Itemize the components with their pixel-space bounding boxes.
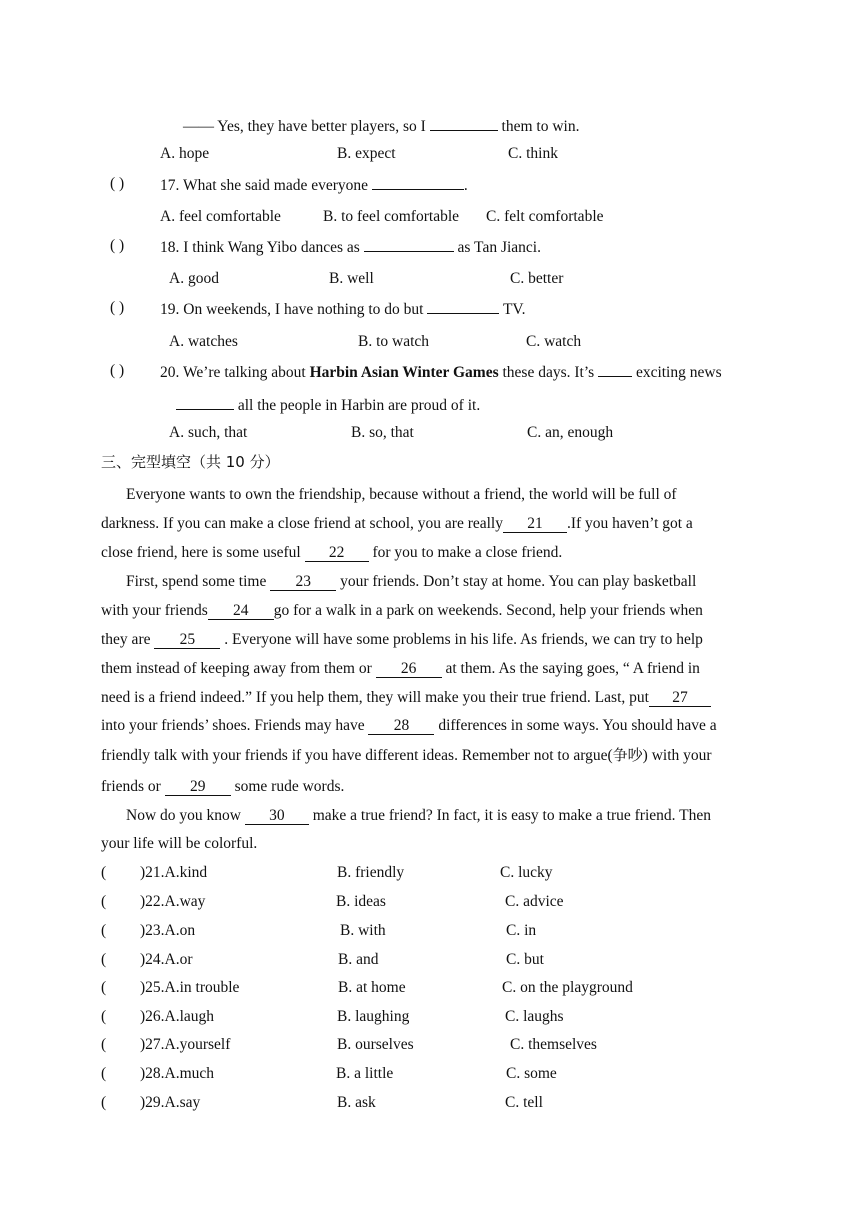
choice-25-paren[interactable]: ( (101, 979, 107, 996)
choice-25-b: B. at home (338, 979, 406, 996)
q20-stem-bold: Harbin Asian Winter Games (309, 364, 499, 381)
passage-text: some rude words. (234, 778, 345, 795)
blank-29[interactable]: 29 (165, 779, 231, 796)
q19-answer-paren[interactable]: ( ) (110, 299, 125, 316)
q20-stem (160, 361, 722, 383)
choice-26-paren[interactable]: ( (101, 1008, 107, 1025)
passage-text: they are (101, 631, 151, 648)
q20-answer-blank-2[interactable] (176, 394, 234, 410)
q19-stem-post: TV. (502, 301, 526, 318)
passage-text: .If you haven’t got a (566, 515, 693, 532)
passage-text: into your friends’ shoes. Friends may have (101, 717, 365, 734)
choice-26-b: B. laughing (337, 1008, 410, 1025)
passage-text: for you to make a close friend. (372, 544, 563, 561)
q16-answer-blank[interactable] (430, 115, 498, 131)
choice-28-c: C. some (506, 1065, 557, 1082)
q20-line2-text: all the people in Harbin are proud of it. (237, 397, 481, 414)
passage-line-7 (101, 659, 700, 679)
choice-23-paren[interactable]: ( (101, 922, 107, 939)
q20-option-b: B. so, that (351, 424, 414, 441)
q17-stem-text: 17. What she said made everyone (160, 177, 369, 194)
choice-21-paren[interactable]: ( (101, 864, 107, 881)
choice-21-b: B. friendly (337, 864, 405, 881)
section-3-title: 三、完型填空（共 10 分） (101, 453, 280, 471)
choice-22-paren[interactable]: ( (101, 893, 107, 910)
q17-option-c: C. felt comfortable (486, 208, 604, 225)
q16-text-pre: —— Yes, they have better players, so I (183, 118, 430, 135)
passage-text: make a true friend? In fact, it is easy to make a true friend. Then (312, 807, 711, 824)
choice-25-c: C. on the playground (502, 979, 633, 996)
q16-line (183, 115, 579, 137)
passage-text: need is a friend indeed.” If you help them, they will make you their true friend. Last, put (101, 689, 649, 706)
blank-30[interactable]: 30 (245, 808, 309, 825)
passage-text: differences in some ways. You should have a (438, 717, 717, 734)
passage-line-4 (126, 572, 696, 592)
passage-line-10 (101, 745, 712, 766)
choice-24-a: )24.A.or (140, 951, 193, 968)
q18-option-b: B. well (329, 270, 374, 287)
choice-23-c: C. in (506, 922, 537, 939)
passage-line-2 (101, 514, 693, 534)
choice-27-b: B. ourselves (337, 1036, 414, 1053)
q18-option-c: C. better (510, 270, 564, 287)
passage-line-3 (101, 543, 562, 563)
choice-27-c: C. themselves (510, 1036, 597, 1053)
choice-28-paren[interactable]: ( (101, 1065, 107, 1082)
q19-option-c: C. watch (526, 333, 582, 350)
choice-25-a: )25.A.in trouble (140, 979, 240, 996)
passage-text: First, spend some time (126, 573, 267, 590)
choice-23-b: B. with (340, 922, 386, 939)
passage-text: them instead of keeping away from them or (101, 660, 372, 677)
choice-23-a: )23.A.on (140, 922, 196, 939)
passage-text: friendly talk with your friends if you have different ideas. Remember not to argue( (101, 747, 613, 764)
q16-option-b: B. expect (337, 145, 396, 162)
q16-option-a: A. hope (160, 145, 210, 162)
choice-28-a: )28.A.much (140, 1065, 215, 1082)
choice-29-a: )29.A.say (140, 1094, 201, 1111)
choice-27-paren[interactable]: ( (101, 1036, 107, 1053)
passage-text: ) with your (642, 747, 712, 764)
q20-answer-paren[interactable]: ( ) (110, 362, 125, 379)
q16-option-c: C. think (508, 145, 558, 162)
choice-29-c: C. tell (505, 1094, 543, 1111)
q18-stem-text: 18. I think Wang Yibo dances as (160, 239, 360, 256)
passage-line-13: your life will be colorful. (101, 835, 258, 852)
q17-stem (160, 174, 468, 196)
passage-text: close friend, here is some useful (101, 544, 301, 561)
blank-24[interactable]: 24 (208, 603, 274, 620)
choice-24-b: B. and (338, 951, 379, 968)
passage-text: with your friends (101, 602, 208, 619)
choice-29-paren[interactable]: ( (101, 1094, 107, 1111)
q20-option-a: A. such, that (169, 424, 248, 441)
choice-22-c: C. advice (505, 893, 564, 910)
q20-stem-post: exciting news (632, 364, 722, 381)
q18-stem (160, 236, 541, 258)
q19-answer-blank[interactable] (427, 298, 499, 314)
q18-answer-blank[interactable] (364, 236, 454, 252)
passage-line-11 (101, 777, 344, 797)
choice-27-a: )27.A.yourself (140, 1036, 231, 1053)
passage-line-12 (126, 806, 711, 826)
passage-line-6 (101, 630, 703, 650)
blank-27[interactable]: 27 (649, 690, 711, 707)
q20-line2 (176, 394, 480, 416)
choice-24-c: C. but (506, 951, 544, 968)
choice-21-c: C. lucky (500, 864, 553, 881)
q20-stem-mid: these days. It’s (498, 364, 599, 381)
q19-stem-text: 19. On weekends, I have nothing to do but (160, 301, 424, 318)
q17-stem-post: . (463, 177, 468, 194)
choice-21-a: )21.A.kind (140, 864, 208, 881)
blank-23[interactable]: 23 (270, 574, 336, 591)
q18-answer-paren[interactable]: ( ) (110, 237, 125, 254)
q17-option-b: B. to feel comfortable (323, 208, 460, 225)
passage-line-9 (101, 716, 717, 736)
q19-option-b: B. to watch (358, 333, 430, 350)
choice-22-b: B. ideas (336, 893, 386, 910)
q20-option-c: C. an, enough (527, 424, 614, 441)
passage-text: go for a walk in a park on weekends. Second, help your friends when (273, 602, 703, 619)
q17-option-a: A. feel comfortable (160, 208, 281, 225)
blank-28[interactable]: 28 (368, 718, 434, 735)
q17-answer-blank[interactable] (372, 174, 464, 190)
q20-stem-pre: 20. We’re talking about (160, 364, 310, 381)
q19-option-a: A. watches (169, 333, 238, 350)
passage-text: darkness. If you can make a close friend at school, you are really (101, 515, 503, 532)
passage-text: your friends. Don’t stay at home. You can play basketball (340, 573, 697, 590)
q20-answer-blank-1[interactable] (598, 361, 632, 377)
choice-22-a: )22.A.way (140, 893, 206, 910)
passage-text: at them. As the saying goes, “ A friend in (445, 660, 700, 677)
blank-26[interactable]: 26 (376, 661, 442, 678)
q16-text-post: them to win. (497, 118, 580, 135)
passage-line-5 (101, 601, 703, 621)
choice-26-c: C. laughs (505, 1008, 564, 1025)
passage-line-1: Everyone wants to own the friendship, because without a friend, the world will be full of (126, 486, 677, 503)
q17-answer-paren[interactable]: ( ) (110, 175, 125, 192)
choice-24-paren[interactable]: ( (101, 951, 107, 968)
blank-25[interactable]: 25 (154, 632, 220, 649)
choice-26-a: )26.A.laugh (140, 1008, 215, 1025)
passage-line-8 (101, 688, 711, 708)
passage-text: . Everyone will have some problems in his life. As friends, we can try to help (224, 631, 703, 648)
q19-stem (160, 298, 526, 320)
blank-21[interactable]: 21 (503, 516, 567, 533)
passage-text: friends or (101, 778, 161, 795)
q18-stem-post: as Tan Jianci. (457, 239, 541, 256)
choice-29-b: B. ask (337, 1094, 376, 1111)
passage-text: Now do you know (126, 807, 241, 824)
passage-text-chinese: 争吵 (612, 746, 643, 764)
q18-option-a: A. good (169, 270, 219, 287)
choice-28-b: B. a little (336, 1065, 394, 1082)
blank-22[interactable]: 22 (305, 545, 369, 562)
